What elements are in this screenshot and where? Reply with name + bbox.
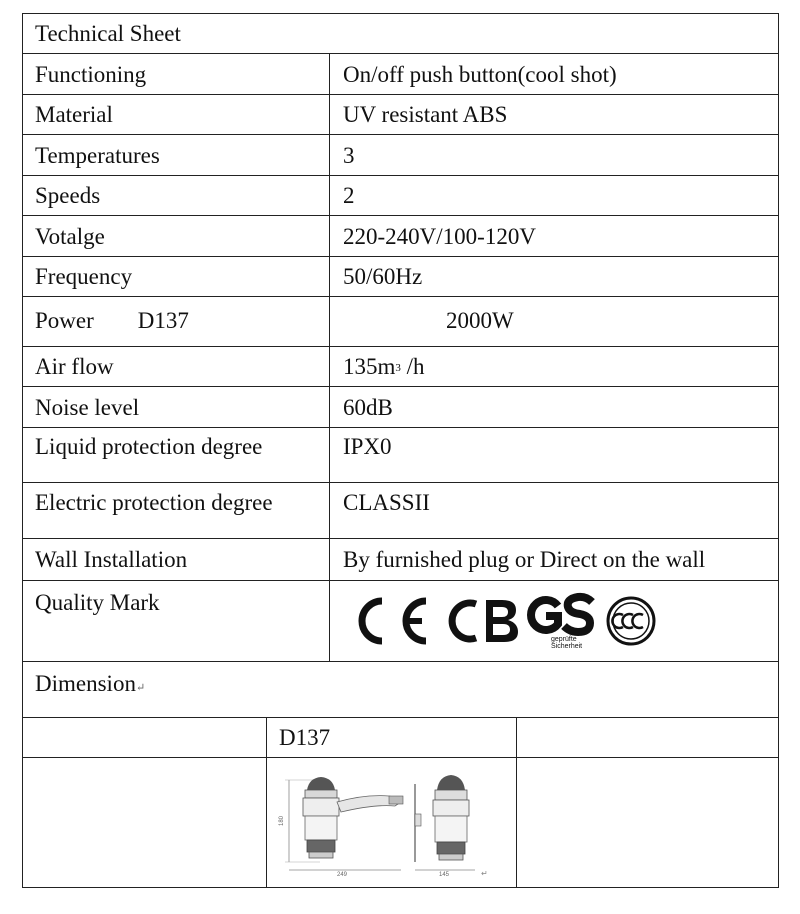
ccc-mark-icon <box>604 594 658 648</box>
spec-row-material <box>22 94 779 134</box>
empty-cell <box>516 758 779 888</box>
power-model: D137 <box>137 308 189 333</box>
quality-mark-logos <box>329 581 779 661</box>
spec-label: Liquid protection degree <box>35 434 263 459</box>
spec-value: 60dB <box>329 387 779 427</box>
spec-value: CLASSII <box>329 483 779 538</box>
spec-label: Functioning <box>35 61 147 87</box>
spec-row-wall-installation <box>22 538 779 580</box>
spec-label: Votalge <box>35 223 105 249</box>
depth-label: 145 <box>439 872 450 878</box>
spec-label: Temperatures <box>35 142 160 168</box>
airflow-unit-exponent: 3 <box>395 362 401 374</box>
spec-label: Air flow <box>35 354 114 379</box>
spec-row-functioning <box>22 53 779 94</box>
spec-label: Wall Installation <box>35 547 188 572</box>
technical-sheet <box>22 13 779 888</box>
spec-value: By furnished plug or Direct on the wall <box>329 539 779 580</box>
spec-row-frequency <box>22 256 779 296</box>
quality-mark-row <box>22 580 779 661</box>
spec-label: Frequency <box>35 264 133 289</box>
spec-label: Noise level <box>35 394 140 420</box>
width-label: 249 <box>337 872 348 878</box>
empty-cell <box>516 718 779 757</box>
power-value: 2000W <box>446 308 514 333</box>
spec-row-voltage <box>22 215 779 256</box>
empty-cell <box>22 758 266 888</box>
spec-value: 220-240V/100-120V <box>329 216 779 256</box>
spec-value: 2 <box>329 176 779 215</box>
empty-cell <box>22 718 266 757</box>
return-mark: ↵ <box>135 682 146 694</box>
spec-value: On/off push button(cool shot) <box>329 54 779 94</box>
spec-row-liquid-protection <box>22 427 779 482</box>
drawing-return-mark: ↵ <box>481 869 488 878</box>
power-value-cell <box>329 297 779 346</box>
dimension-row <box>22 661 779 717</box>
spec-value: 50/60Hz <box>329 257 779 296</box>
dryer-front-top-icon <box>437 775 465 790</box>
dimension-label-cell <box>22 662 145 717</box>
power-label: Power <box>35 308 94 333</box>
height-label: 180 <box>279 815 285 826</box>
model-header-row <box>22 717 779 757</box>
spec-value: UV resistant ABS <box>329 95 779 134</box>
dryer-top-icon <box>307 777 335 790</box>
spec-value: 3 <box>329 135 779 175</box>
cb-mark-icon <box>440 595 522 647</box>
spec-row-speeds <box>22 175 779 215</box>
airflow-value-number: 135m <box>343 354 396 379</box>
dimension-label: Dimension <box>35 671 136 696</box>
dimension-drawing-cell <box>266 758 516 888</box>
spec-value: IPX0 <box>329 428 779 482</box>
spec-label: Electric protection degree <box>35 490 273 515</box>
dimension-model: D137 <box>266 718 516 757</box>
airflow-value <box>329 347 779 386</box>
dryer-dimension-drawing <box>275 766 501 878</box>
quality-mark-label: Quality Mark <box>35 590 160 615</box>
sheet-title: Technical Sheet <box>35 20 181 46</box>
spec-row-electric-protection <box>22 482 779 538</box>
airflow-unit-suffix: /h <box>400 354 425 379</box>
drawing-row <box>22 757 779 888</box>
power-label-cell <box>22 297 329 346</box>
title-row <box>22 13 779 53</box>
spec-row-temperatures <box>22 134 779 175</box>
spec-label: Speeds <box>35 183 101 208</box>
gs-mark-icon <box>524 592 598 636</box>
gs-caption: geprüfte Sicherheit <box>551 636 583 650</box>
gs-mark <box>524 592 598 650</box>
spec-row-airflow <box>22 346 779 386</box>
spec-row-power <box>22 296 779 346</box>
spec-row-noise <box>22 386 779 427</box>
spec-label: Material <box>35 102 113 127</box>
ce-mark-icon <box>342 595 434 647</box>
